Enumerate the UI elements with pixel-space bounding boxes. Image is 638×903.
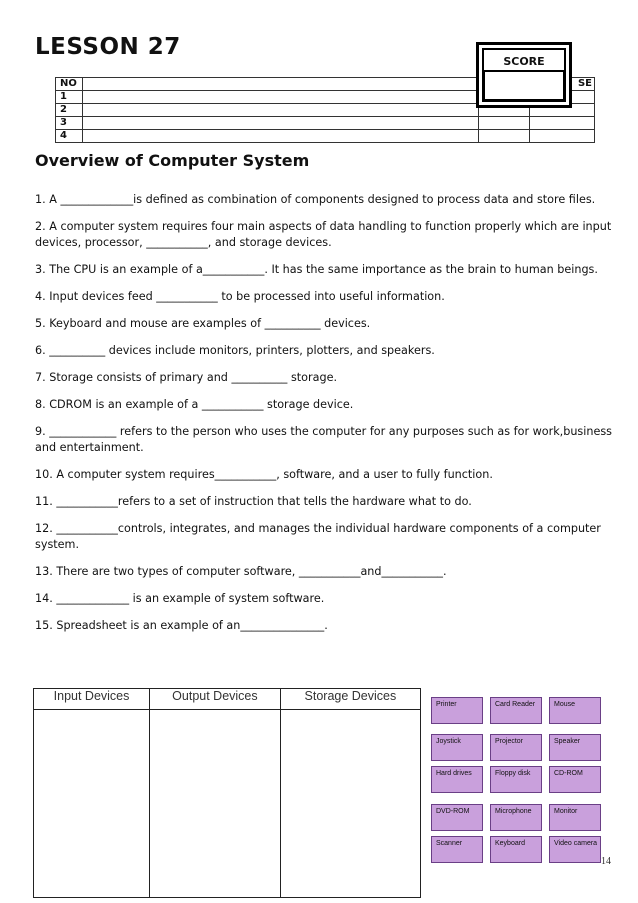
page-number: 14 (601, 856, 611, 867)
question-item: 6. __________ devices include monitors, printers, plotters, and speakers. (35, 344, 435, 357)
row-number: 2 (56, 104, 83, 117)
question-item: 13. There are two types of computer software, ___________and___________. (35, 565, 447, 578)
score-col-se: SE (530, 78, 595, 91)
question-item: 2. A computer system requires four main aspects of data handling to function properly which are input devices, processor, ___________, and storage devices. (35, 220, 612, 249)
input-devices-column[interactable] (34, 710, 150, 898)
device-cards (431, 697, 601, 877)
device-card[interactable]: Card Reader (490, 697, 542, 724)
row-number: 1 (56, 91, 83, 104)
device-card[interactable]: Keyboard (490, 836, 542, 863)
question-item: 14. _____________ is an example of system software. (35, 592, 325, 605)
device-card[interactable]: Mouse (549, 697, 601, 724)
question-item: 5. Keyboard and mouse are examples of __________ devices. (35, 317, 371, 330)
question-item: 1. A _____________is defined as combination of components designed to process data and store files. (35, 193, 596, 206)
device-card[interactable]: Microphone (490, 804, 542, 831)
device-card[interactable]: Joystick (431, 734, 483, 761)
table-row (56, 130, 595, 143)
section-title: Overview of Computer System (35, 151, 310, 170)
questions-list (35, 192, 615, 645)
score-entry-area[interactable] (483, 70, 565, 101)
question-item: 11. ___________refers to a set of instruction that tells the hardware what to do. (35, 495, 472, 508)
input-devices-header: Input Devices (34, 689, 150, 710)
device-sort-table (33, 688, 421, 898)
device-card[interactable]: DVD-ROM (431, 804, 483, 831)
lesson-title: LESSON 27 (35, 34, 181, 60)
device-card[interactable]: Monitor (549, 804, 601, 831)
output-devices-header: Output Devices (150, 689, 281, 710)
question-item: 4. Input devices feed ___________ to be processed into useful information. (35, 290, 445, 303)
output-devices-column[interactable] (150, 710, 281, 898)
device-card[interactable]: Video camera (549, 836, 601, 863)
score-label: SCORE (503, 55, 545, 68)
question-item: 9. ____________ refers to the person who uses the computer for any purposes such as for work,business and entertainment. (35, 425, 612, 454)
device-card[interactable]: Printer (431, 697, 483, 724)
question-item: 7. Storage consists of primary and __________ storage. (35, 371, 338, 384)
device-card[interactable]: Projector (490, 734, 542, 761)
question-item: 15. Spreadsheet is an example of an_______________. (35, 619, 328, 632)
device-card[interactable]: CD-ROM (549, 766, 601, 793)
score-col-2 (83, 78, 479, 91)
question-item: 12. ___________controls, integrates, and manages the individual hardware components of a computer system. (35, 522, 601, 551)
storage-devices-header: Storage Devices (280, 689, 420, 710)
device-card[interactable]: Hard drives (431, 766, 483, 793)
question-item: 3. The CPU is an example of a___________. It has the same importance as the brain to human beings. (35, 263, 598, 276)
table-row (56, 117, 595, 130)
row-number: 3 (56, 117, 83, 130)
score-col-no: NO (56, 78, 83, 91)
question-item: 10. A computer system requires___________, software, and a user to fully function. (35, 468, 493, 481)
storage-devices-column[interactable] (280, 710, 420, 898)
device-card[interactable]: Floppy disk (490, 766, 542, 793)
question-item: 8. CDROM is an example of a ___________ storage device. (35, 398, 354, 411)
score-box (476, 42, 572, 108)
device-card[interactable]: Speaker (549, 734, 601, 761)
device-card[interactable]: Scanner (431, 836, 483, 863)
row-number: 4 (56, 130, 83, 143)
